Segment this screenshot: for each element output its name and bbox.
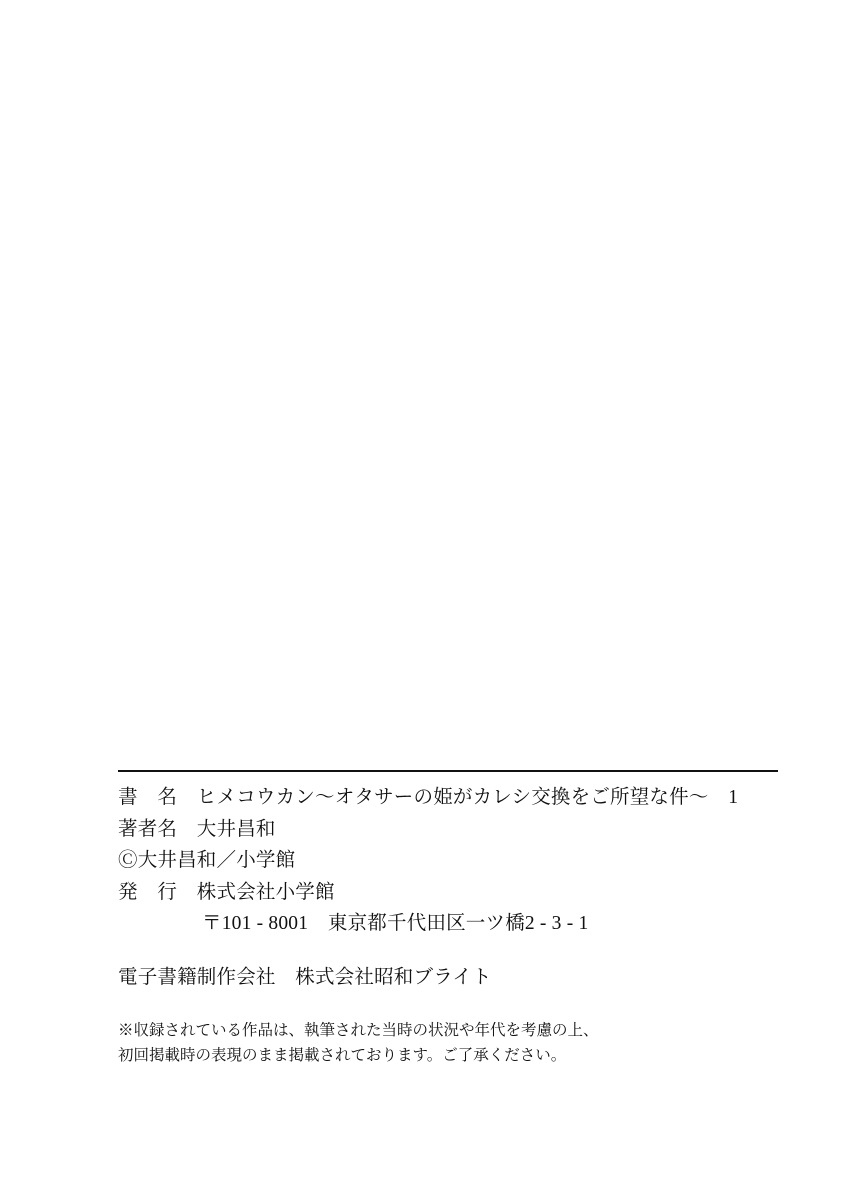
- publisher-address-line: 〒101 - 8001 東京都千代田区一ツ橋2 - 3 - 1: [202, 913, 589, 935]
- copyright-line: Ⓒ大井昌和／小学館: [118, 850, 296, 872]
- notes-block: [118, 1019, 778, 1068]
- publisher-line: 発 行 株式会社小学館: [118, 881, 335, 903]
- horizontal-rule: [118, 770, 778, 772]
- note-line-1: ※収録されている作品は、執筆された当時の状況や年代を考慮の上、: [118, 1022, 599, 1040]
- spacer: [118, 940, 778, 962]
- author-line: 著者名 大井昌和: [118, 818, 276, 840]
- ebook-maker-line: 電子書籍制作会社 株式会社昭和ブライト: [118, 966, 492, 988]
- note-line-2: 初回掲載時の表現のまま掲載されております。ご了承ください。: [118, 1046, 567, 1064]
- colophon-block: [118, 770, 778, 1068]
- book-title-line: 書 名 ヒメコウカン～オタサーの姫がカレシ交換をご所望な件～ 1: [118, 787, 739, 808]
